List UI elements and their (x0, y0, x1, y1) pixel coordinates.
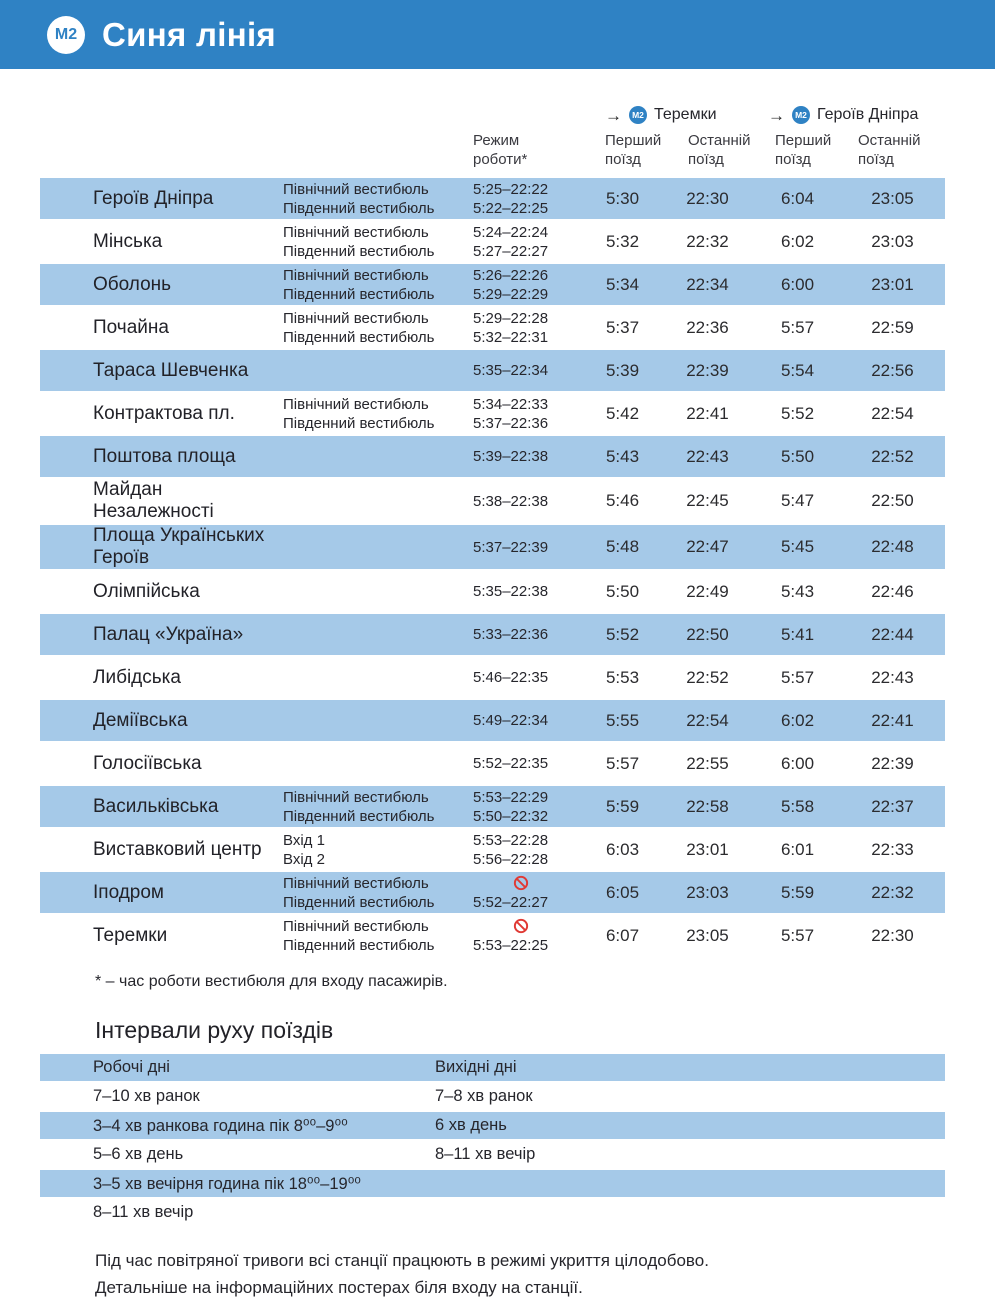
hours-value: 5:33–22:36 (473, 626, 549, 643)
hours-list (470, 492, 585, 511)
station-name: Тараса Шевченка (93, 359, 249, 381)
hours-list (470, 180, 585, 218)
train-time: 22:34 (686, 274, 729, 294)
hours-value: 5:53–22:28 (473, 831, 549, 849)
station-row (40, 525, 945, 569)
station-name: Палац «Україна» (93, 623, 244, 645)
hours-value: 5:52–22:27 (473, 893, 549, 911)
train-time: 22:43 (871, 667, 914, 687)
alert-note-line: Під час повітряної тривоги всі станції працюють в режимі укриття цілодобово. (95, 1251, 709, 1270)
train-time: 6:00 (780, 274, 815, 294)
hours-list (470, 711, 585, 730)
train-time: 22:49 (686, 581, 729, 601)
station-rows (40, 178, 945, 956)
train-time: 22:52 (686, 667, 729, 687)
train-time: 5:47 (780, 491, 815, 510)
train-time: 22:33 (871, 839, 914, 859)
station-row (40, 872, 945, 913)
hours-list (470, 668, 585, 687)
intervals-col-header-workdays: Робочі дні (93, 1058, 170, 1076)
intervals-rows (40, 1054, 945, 1226)
col-header-first-train: Перший поїзд (775, 132, 832, 168)
hours-list (470, 625, 585, 644)
vestibule-list (283, 788, 470, 826)
vestibule-label: Північний вестибюль (283, 917, 429, 935)
train-time: 5:57 (605, 753, 640, 773)
hours-value: 5:37–22:36 (473, 414, 549, 432)
station-row (40, 479, 945, 523)
hours-list (470, 538, 585, 557)
train-time: 5:37 (605, 317, 640, 337)
train-time: 5:57 (780, 317, 815, 337)
train-time: 5:39 (605, 360, 640, 380)
train-time: 22:52 (871, 446, 914, 466)
hours-value: 5:22–22:25 (473, 199, 549, 217)
vestibule-label: Північний вестибюль (283, 266, 429, 284)
vestibule-label: Північний вестибюль (283, 788, 429, 806)
interval-row (40, 1170, 945, 1197)
direction-header-teremky (585, 106, 755, 124)
station-name: Васильківська (93, 795, 219, 817)
vestibule-label: Південний вестибюль (283, 328, 435, 346)
vestibule-list (283, 180, 470, 218)
hours-value: 5:35–22:38 (473, 583, 549, 600)
m2-line-badge-icon: M2 (47, 16, 85, 54)
interval-weekends-value: 8–11 хв вечір (435, 1145, 536, 1163)
station-name: Площа Українських Героїв (93, 525, 265, 568)
vestibule-label: Південний вестибюль (283, 242, 435, 260)
train-time: 5:41 (780, 624, 815, 644)
train-time: 22:50 (686, 624, 729, 644)
col-header-last-train: Останній поїзд (858, 132, 921, 168)
train-time: 22:43 (686, 446, 729, 466)
hours-list (470, 788, 585, 826)
train-time: 5:50 (605, 581, 640, 601)
station-row (40, 393, 945, 434)
train-time: 5:57 (780, 925, 815, 945)
hours-value: 5:52–22:35 (473, 755, 549, 772)
train-time: 23:03 (871, 231, 914, 251)
vestibule-label: Південний вестибюль (283, 807, 435, 825)
train-time: 22:46 (871, 581, 914, 601)
train-time: 22:58 (686, 796, 729, 816)
train-time: 22:32 (686, 231, 729, 251)
train-time: 22:54 (871, 403, 914, 423)
train-time: 6:07 (605, 925, 640, 945)
vestibule-list (283, 874, 470, 912)
direction-label: Теремки (654, 106, 717, 123)
interval-workdays-value: 7–10 хв ранок (93, 1087, 200, 1105)
train-time: 22:30 (871, 925, 914, 945)
alert-note-line: Детальніше на інформаційних постерах біля входу на станції. (95, 1278, 583, 1297)
station-row (40, 264, 945, 305)
hours-list (470, 582, 585, 601)
train-time: 22:48 (871, 537, 914, 556)
interval-workdays-value: 8–11 хв вечір (93, 1203, 194, 1221)
station-name: Контрактова пл. (93, 402, 235, 424)
train-time: 22:37 (871, 796, 914, 816)
hours-value: 5:32–22:31 (473, 328, 549, 346)
direction-header-heroiv-dnipra (755, 106, 945, 124)
vestibule-label: Вхід 2 (283, 850, 325, 868)
hours-list (470, 309, 585, 347)
interval-row (40, 1112, 945, 1139)
schedule-table-header (40, 106, 945, 169)
station-row (40, 829, 945, 870)
train-time: 5:50 (780, 446, 815, 466)
no-entry-icon (513, 875, 529, 891)
station-name: Героїв Дніпра (93, 187, 214, 209)
hours-value (473, 917, 568, 936)
train-time: 23:05 (871, 188, 914, 208)
station-name: Іподром (93, 881, 164, 903)
column-header-row (40, 131, 945, 169)
station-row (40, 178, 945, 219)
hours-list (470, 831, 585, 869)
interval-row (40, 1083, 945, 1110)
train-time: 5:43 (605, 446, 640, 466)
vestibule-list (283, 917, 470, 955)
hours-value: 5:29–22:28 (473, 309, 549, 327)
vestibule-list (283, 223, 470, 261)
vestibule-label: Північний вестибюль (283, 395, 429, 413)
train-time: 22:41 (686, 403, 729, 423)
train-time: 5:43 (780, 581, 815, 601)
hours-value: 5:27–22:27 (473, 242, 549, 260)
hours-value (473, 874, 568, 893)
train-time: 22:39 (686, 360, 729, 380)
vestibule-label: Південний вестибюль (283, 285, 435, 303)
intervals-col-header-weekends: Вихідні дні (435, 1058, 517, 1076)
arrow-icon: → (768, 105, 785, 125)
train-time: 5:59 (605, 796, 640, 816)
train-time: 5:46 (605, 491, 640, 510)
hours-list (470, 223, 585, 261)
hours-value: 5:39–22:38 (473, 448, 549, 465)
station-row (40, 436, 945, 477)
interval-workdays-value: 3–4 хв ранкова година пік 8⁰⁰–9⁰⁰ (93, 1116, 348, 1135)
train-time: 5:52 (780, 403, 815, 423)
train-time: 5:57 (780, 667, 815, 687)
train-time: 22:36 (686, 317, 729, 337)
col-header-first-train: Перший поїзд (605, 132, 662, 168)
interval-workdays-value: 3–5 хв вечірня година пік 18⁰⁰–19⁰⁰ (93, 1174, 361, 1193)
train-time: 5:53 (605, 667, 640, 687)
direction-header-row (40, 106, 945, 124)
station-row (40, 221, 945, 262)
station-name: Поштова площа (93, 445, 236, 467)
m2-badge-icon: M2 (792, 106, 810, 124)
train-time: 22:54 (686, 710, 729, 730)
hours-list (470, 754, 585, 773)
hours-list (470, 266, 585, 304)
train-time: 5:42 (605, 403, 640, 423)
train-time: 6:01 (780, 839, 815, 859)
station-row (40, 657, 945, 698)
train-time: 22:59 (871, 317, 914, 337)
train-time: 23:01 (871, 274, 914, 294)
vestibule-label: Північний вестибюль (283, 180, 429, 198)
vestibule-label: Північний вестибюль (283, 223, 429, 241)
train-time: 6:02 (780, 231, 815, 251)
header-bar (0, 0, 995, 69)
train-time: 23:03 (686, 882, 729, 902)
col-header-last-train: Останній поїзд (688, 132, 751, 168)
intervals-header-row (40, 1054, 945, 1081)
vestibule-list (283, 831, 470, 869)
vestibule-list (283, 266, 470, 304)
station-row (40, 614, 945, 655)
hours-value: 5:26–22:26 (473, 266, 549, 284)
train-time: 6:00 (780, 753, 815, 773)
hours-list (470, 874, 585, 912)
train-time: 23:05 (686, 925, 729, 945)
train-time: 22:44 (871, 624, 914, 644)
station-name: Голосіївська (93, 752, 202, 774)
train-time: 5:45 (780, 537, 815, 556)
station-name: Оболонь (93, 273, 172, 295)
train-time: 5:32 (605, 231, 640, 251)
hours-value: 5:37–22:39 (473, 538, 549, 556)
train-time: 22:50 (871, 491, 914, 510)
train-time: 6:03 (605, 839, 640, 859)
intervals-title: Інтервали руху поїздів (95, 1017, 334, 1043)
direction-label: Героїв Дніпра (817, 106, 919, 123)
arrow-icon: → (605, 105, 622, 125)
train-time: 5:34 (605, 274, 640, 294)
hours-list (470, 395, 585, 433)
train-time: 5:55 (605, 710, 640, 730)
station-row (40, 307, 945, 348)
col-header-rezhym: Режим роботи* (473, 132, 528, 168)
hours-value: 5:24–22:24 (473, 223, 549, 241)
train-time: 22:55 (686, 753, 729, 773)
vestibule-label: Південний вестибюль (283, 414, 435, 432)
hours-list (470, 361, 585, 380)
train-time: 6:04 (780, 188, 815, 208)
station-row (40, 915, 945, 956)
vestibule-label: Вхід 1 (283, 831, 325, 849)
train-time: 22:32 (871, 882, 914, 902)
hours-value: 5:49–22:34 (473, 712, 549, 729)
hours-list (470, 917, 585, 955)
hours-value: 5:34–22:33 (473, 395, 549, 413)
station-row (40, 700, 945, 741)
station-name: Мінська (93, 230, 163, 252)
hours-value: 5:25–22:22 (473, 180, 549, 198)
station-name: Олімпійська (93, 580, 200, 602)
hours-value: 5:46–22:35 (473, 669, 549, 686)
m2-badge-icon: M2 (629, 106, 647, 124)
interval-weekends-value: 7–8 хв ранок (435, 1087, 533, 1105)
page-title: Синя лінія (102, 15, 276, 53)
train-time: 23:01 (686, 839, 729, 859)
train-time: 5:59 (780, 882, 815, 902)
train-time: 6:02 (780, 710, 815, 730)
station-row (40, 786, 945, 827)
train-time: 22:45 (686, 491, 729, 510)
train-time: 5:54 (780, 360, 815, 380)
content (0, 106, 995, 1301)
station-name: Деміївська (93, 709, 188, 731)
station-name: Почайна (93, 316, 169, 338)
vestibule-list (283, 395, 470, 433)
station-row (40, 743, 945, 784)
hours-value: 5:53–22:25 (473, 936, 549, 954)
hours-value: 5:56–22:28 (473, 850, 549, 868)
hours-value: 5:29–22:29 (473, 285, 549, 303)
station-row (40, 571, 945, 612)
train-time: 6:05 (605, 882, 640, 902)
train-time: 22:39 (871, 753, 914, 773)
vestibule-label: Північний вестибюль (283, 309, 429, 327)
vestibule-label: Північний вестибюль (283, 874, 429, 892)
interval-row (40, 1199, 945, 1226)
station-name: Майдан Незалежності (93, 479, 214, 522)
vestibule-label: Південний вестибюль (283, 893, 435, 911)
station-row (40, 350, 945, 391)
interval-row (40, 1141, 945, 1168)
train-time: 22:41 (871, 710, 914, 730)
train-time: 5:30 (605, 188, 640, 208)
hours-value: 5:35–22:34 (473, 362, 549, 379)
station-name: Теремки (93, 924, 168, 946)
train-time: 22:30 (686, 188, 729, 208)
no-entry-icon (513, 918, 529, 934)
interval-weekends-value: 6 хв день (435, 1116, 507, 1134)
hours-list (470, 447, 585, 466)
hours-value: 5:50–22:32 (473, 807, 549, 825)
station-name: Либідська (93, 666, 181, 688)
train-time: 22:47 (686, 537, 729, 556)
vestibule-label: Південний вестибюль (283, 199, 435, 217)
train-time: 5:58 (780, 796, 815, 816)
footnote: * – час роботи вестибюля для входу пасажирів. (95, 973, 448, 990)
hours-value: 5:53–22:29 (473, 788, 549, 806)
alert-note (40, 1247, 945, 1301)
train-time: 5:48 (605, 537, 640, 556)
train-time: 5:52 (605, 624, 640, 644)
train-time: 22:56 (871, 360, 914, 380)
interval-workdays-value: 5–6 хв день (93, 1145, 184, 1163)
hours-value: 5:38–22:38 (473, 492, 549, 510)
vestibule-list (283, 309, 470, 347)
station-name: Виставковий центр (93, 838, 262, 860)
vestibule-label: Південний вестибюль (283, 936, 435, 954)
